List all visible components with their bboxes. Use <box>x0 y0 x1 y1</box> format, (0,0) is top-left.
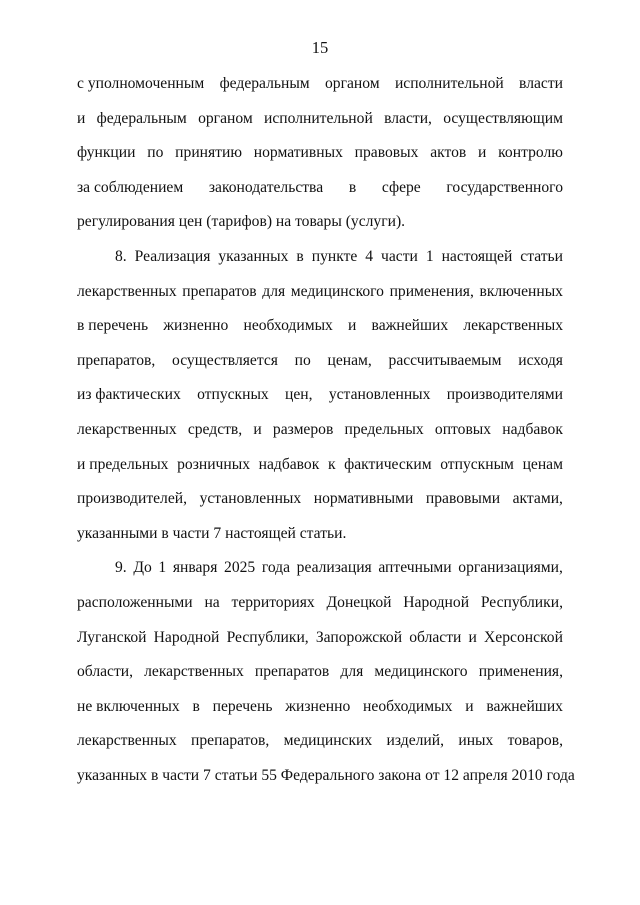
word: ценам, <box>327 351 372 369</box>
word: важнейших <box>371 317 449 335</box>
text-line <box>77 621 563 656</box>
word: с уполномоченным <box>77 75 205 92</box>
word: розничных <box>177 455 250 473</box>
word: власти, <box>384 109 432 127</box>
word: для <box>340 663 364 681</box>
word: для <box>262 282 286 300</box>
word: по <box>147 144 164 162</box>
word: лекарственных <box>77 732 177 750</box>
word: в <box>296 247 304 265</box>
text-line <box>77 309 563 344</box>
word: применения, <box>478 663 563 681</box>
word: установленных <box>328 386 431 404</box>
word: января <box>172 559 218 577</box>
word: исходя <box>518 351 563 369</box>
word: принятию <box>175 144 242 162</box>
text-line <box>77 136 563 171</box>
word: сфере <box>381 178 421 196</box>
word: настоящей <box>441 247 513 265</box>
text-line <box>77 102 563 137</box>
word: медицинских <box>283 732 373 750</box>
word: за соблюдением <box>77 178 184 196</box>
word: лекарственных <box>144 663 244 681</box>
word: статьи <box>520 247 563 265</box>
word: 2025 <box>224 559 256 577</box>
word: фактическим <box>344 455 432 473</box>
word: производителей, <box>77 490 188 508</box>
word: установленных <box>199 490 302 508</box>
word: регулирования цен (тарифов) на товары (услуги). <box>77 213 406 231</box>
word: лекарственных <box>463 317 563 335</box>
word: применения, <box>389 282 474 300</box>
text-line <box>77 690 563 725</box>
word: предельных <box>344 420 424 438</box>
text-line <box>77 448 563 483</box>
word: лекарственных <box>77 282 177 300</box>
word: размеров <box>272 420 334 438</box>
text-line <box>77 344 563 379</box>
text-line <box>77 240 563 275</box>
word: и предельных <box>77 455 169 473</box>
word: и <box>468 628 477 646</box>
word: законодательства <box>208 178 324 196</box>
word: государственного <box>446 178 563 196</box>
word: и <box>478 144 487 162</box>
word: препаратов <box>254 663 330 681</box>
text-line <box>77 413 563 448</box>
word: аптечными <box>378 559 452 577</box>
word: функции <box>77 144 136 162</box>
word: контролю <box>498 144 563 162</box>
word: 4 <box>365 247 374 265</box>
word: надбавок <box>258 455 320 473</box>
word: Запорожской <box>315 628 403 646</box>
word: Луганской <box>77 628 147 646</box>
text-line <box>77 655 563 690</box>
word: осуществляется <box>172 351 278 369</box>
word: отпускным <box>440 455 514 473</box>
word: препаратов, <box>77 351 156 369</box>
word: и <box>77 109 86 127</box>
word: части <box>381 247 418 265</box>
word: указанных в части 7 статьи 55 Федерального закона от 12 апреля 2010 года <box>77 766 575 784</box>
word: и <box>348 317 357 335</box>
word: производителями <box>446 386 563 404</box>
word: препаратов <box>182 282 257 300</box>
word: правовых <box>354 144 419 162</box>
text-line <box>77 67 563 102</box>
word: нормативными <box>313 490 414 508</box>
text-line <box>77 171 563 206</box>
word: в <box>348 178 357 196</box>
word: До <box>133 559 152 577</box>
word: исполнительной <box>264 109 373 127</box>
word: федеральным <box>219 75 310 92</box>
word: Республики, <box>480 593 563 611</box>
word: правовыми <box>425 490 501 508</box>
word: на <box>204 593 220 611</box>
word: необходимых <box>243 317 333 335</box>
word: указанными в части 7 настоящей статьи. <box>77 524 347 542</box>
word: года <box>261 559 291 577</box>
word: расположенными <box>77 593 193 611</box>
word: из фактических <box>77 386 181 404</box>
word: 9. <box>115 559 127 577</box>
document-body <box>77 67 575 793</box>
word: 1 <box>158 559 167 577</box>
word: средств, <box>187 420 243 438</box>
word: изделий, <box>386 732 444 750</box>
page-number: 15 <box>311 38 329 57</box>
word: власти <box>519 75 563 92</box>
word: актов <box>430 144 467 162</box>
word: и <box>253 420 262 438</box>
word: Херсонской <box>484 628 563 646</box>
word: органом <box>325 75 380 92</box>
word: цен, <box>285 386 313 404</box>
word: медицинского <box>374 663 468 681</box>
word: иных <box>458 732 494 750</box>
word: по <box>294 351 311 369</box>
word: пункте <box>311 247 358 265</box>
word: территориях <box>231 593 315 611</box>
word: осуществляющим <box>443 109 563 127</box>
word: товаров, <box>507 732 563 750</box>
text-line <box>77 205 563 240</box>
word: Реализация <box>134 247 211 265</box>
word: медицинского <box>290 282 384 300</box>
word: препаратов, <box>191 732 270 750</box>
word: необходимых <box>363 697 453 715</box>
word: в перечень <box>77 317 149 335</box>
word: области, <box>77 663 134 681</box>
text-line <box>77 551 563 586</box>
word: организациями, <box>458 559 563 577</box>
word: области <box>409 628 462 646</box>
word: Народной <box>403 593 470 611</box>
text-line <box>77 275 563 310</box>
word: рассчитываемым <box>388 351 502 369</box>
word: надбавок <box>502 420 563 438</box>
word: Народной <box>153 628 220 646</box>
word: отпускных <box>197 386 269 404</box>
word: не включенных <box>77 697 180 715</box>
word: актами, <box>512 490 563 508</box>
word: к <box>327 455 336 473</box>
text-line <box>77 724 563 759</box>
word: лекарственных <box>77 420 177 438</box>
word: важнейших <box>486 697 563 715</box>
word: Республики, <box>226 628 309 646</box>
word: и <box>465 697 474 715</box>
word: в <box>192 697 200 715</box>
text-line <box>77 482 563 517</box>
word: федеральным <box>96 109 187 127</box>
word: включенных <box>479 282 563 300</box>
word: нормативных <box>253 144 343 162</box>
text-line <box>77 378 563 413</box>
word: оптовых <box>434 420 492 438</box>
word: ценам <box>522 455 563 473</box>
word: перечень <box>212 697 273 715</box>
word: указанных <box>218 247 289 265</box>
word: реализация <box>296 559 372 577</box>
word: 1 <box>425 247 434 265</box>
word: жизненно <box>285 697 351 715</box>
text-line <box>77 517 563 552</box>
text-line <box>77 586 563 621</box>
word: органом <box>198 109 253 127</box>
word: Донецкой <box>326 593 392 611</box>
word: исполнительной <box>394 75 504 92</box>
word: 8. <box>115 247 127 265</box>
text-line <box>77 759 575 794</box>
word: жизненно <box>163 317 229 335</box>
